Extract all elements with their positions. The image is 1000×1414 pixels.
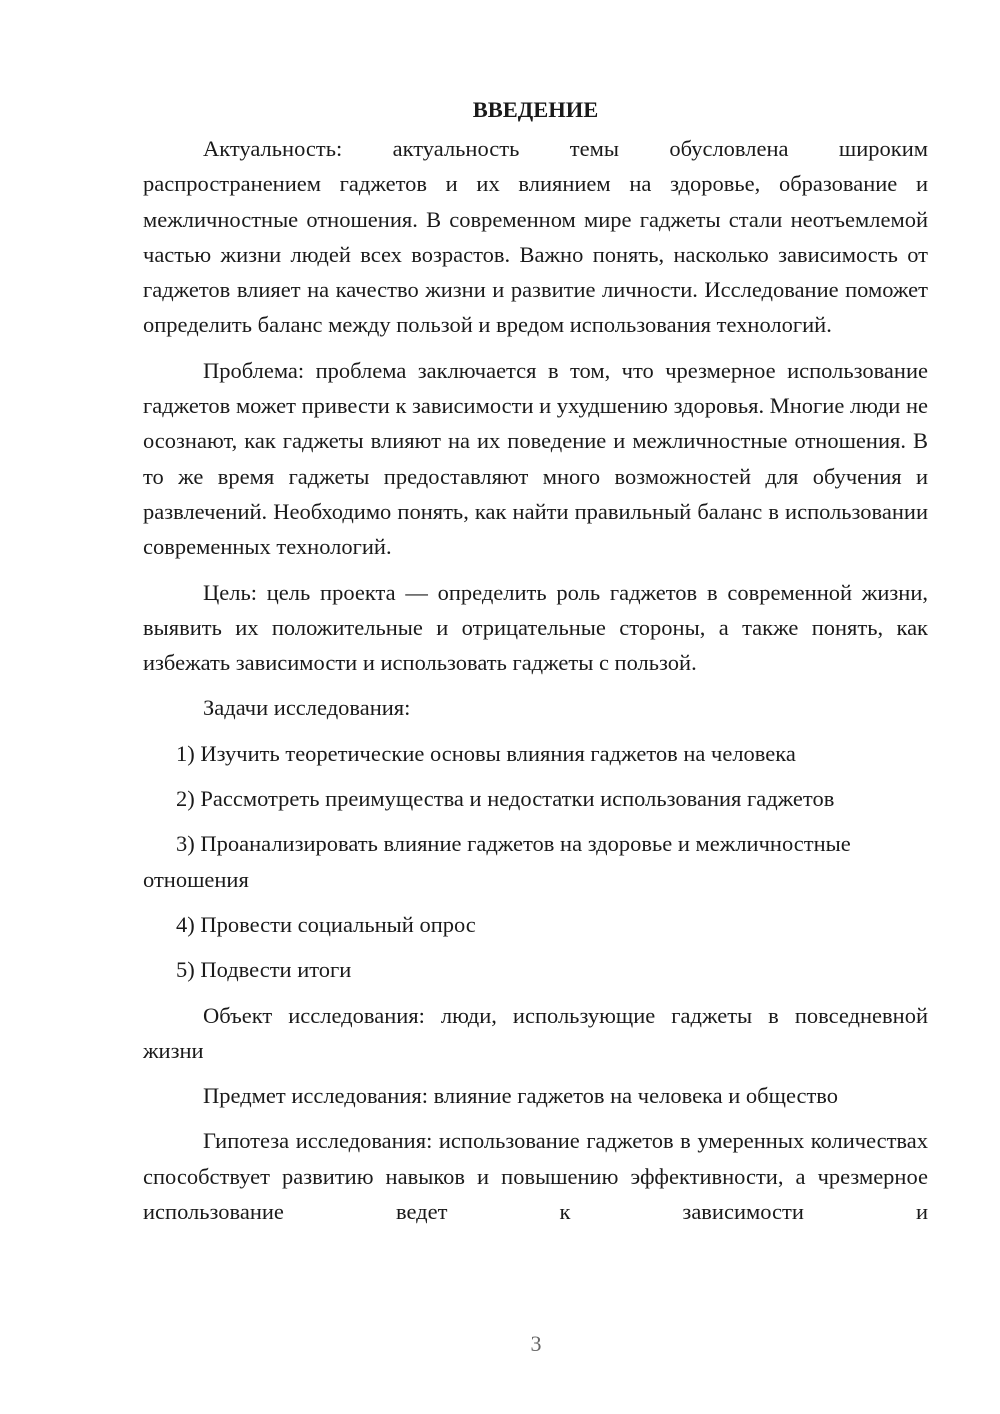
tasks-title: Задачи исследования: — [203, 695, 411, 721]
relevance-paragraph: Актуальность: актуальность темы обусловлена широким распространением гаджетов и их влиянием на здоровье, образование и межличностные отношения. В современном мире гаджеты стали неотъемлемой частью жизни людей всех возрастов. Важно понять, насколько зависимость от гаджетов влияет на качество жизни и развитие личности. Исследование поможет определить баланс между пользой и вредом использования технологий. — [143, 136, 928, 338]
task-item-2: 2) Рассмотреть преимущества и недостатки использования гаджетов — [176, 786, 835, 812]
object-paragraph: Объект исследования: люди, использующие гаджеты в повседневной жизни — [143, 1002, 928, 1063]
hypothesis-paragraph: Гипотеза исследования: использование гаджетов в умеренных количествах способствует развитию навыков и повышению эффективности, а чрезмерное использование ведет к зависимости и — [143, 1128, 928, 1225]
task-item-5: 5) Подвести итоги — [176, 957, 352, 983]
page-content — [143, 92, 928, 1239]
task-item-1: 1) Изучить теоретические основы влияния гаджетов на человека — [176, 740, 796, 766]
task-item-4: 4) Провести социальный опрос — [176, 911, 476, 937]
problem-paragraph: Проблема: проблема заключается в том, что чрезмерное использование гаджетов может привести к зависимости и ухудшению здоровья. Многие люди не осознают, как гаджеты влияют на их поведение и межличностные отношения. В то же время гаджеты предоставляют много возможностей для обучения и развлечений. Необходимо понять, как найти правильный баланс в использовании современных технологий. — [143, 357, 928, 560]
goal-paragraph: Цель: цель проекта — определить роль гаджетов в современной жизни, выявить их положительные и отрицательные стороны, а также понять, как избежать зависимости и использовать гаджеты с пользой. — [143, 579, 928, 676]
task-item-3: 3) Проанализировать влияние гаджетов на здоровье и межличностные отношения — [143, 831, 851, 892]
subject-paragraph: Предмет исследования: влияние гаджетов на человека и общество — [203, 1083, 839, 1109]
page-number: 3 — [530, 1331, 542, 1356]
section-heading: ВВЕДЕНИЕ — [472, 97, 599, 122]
